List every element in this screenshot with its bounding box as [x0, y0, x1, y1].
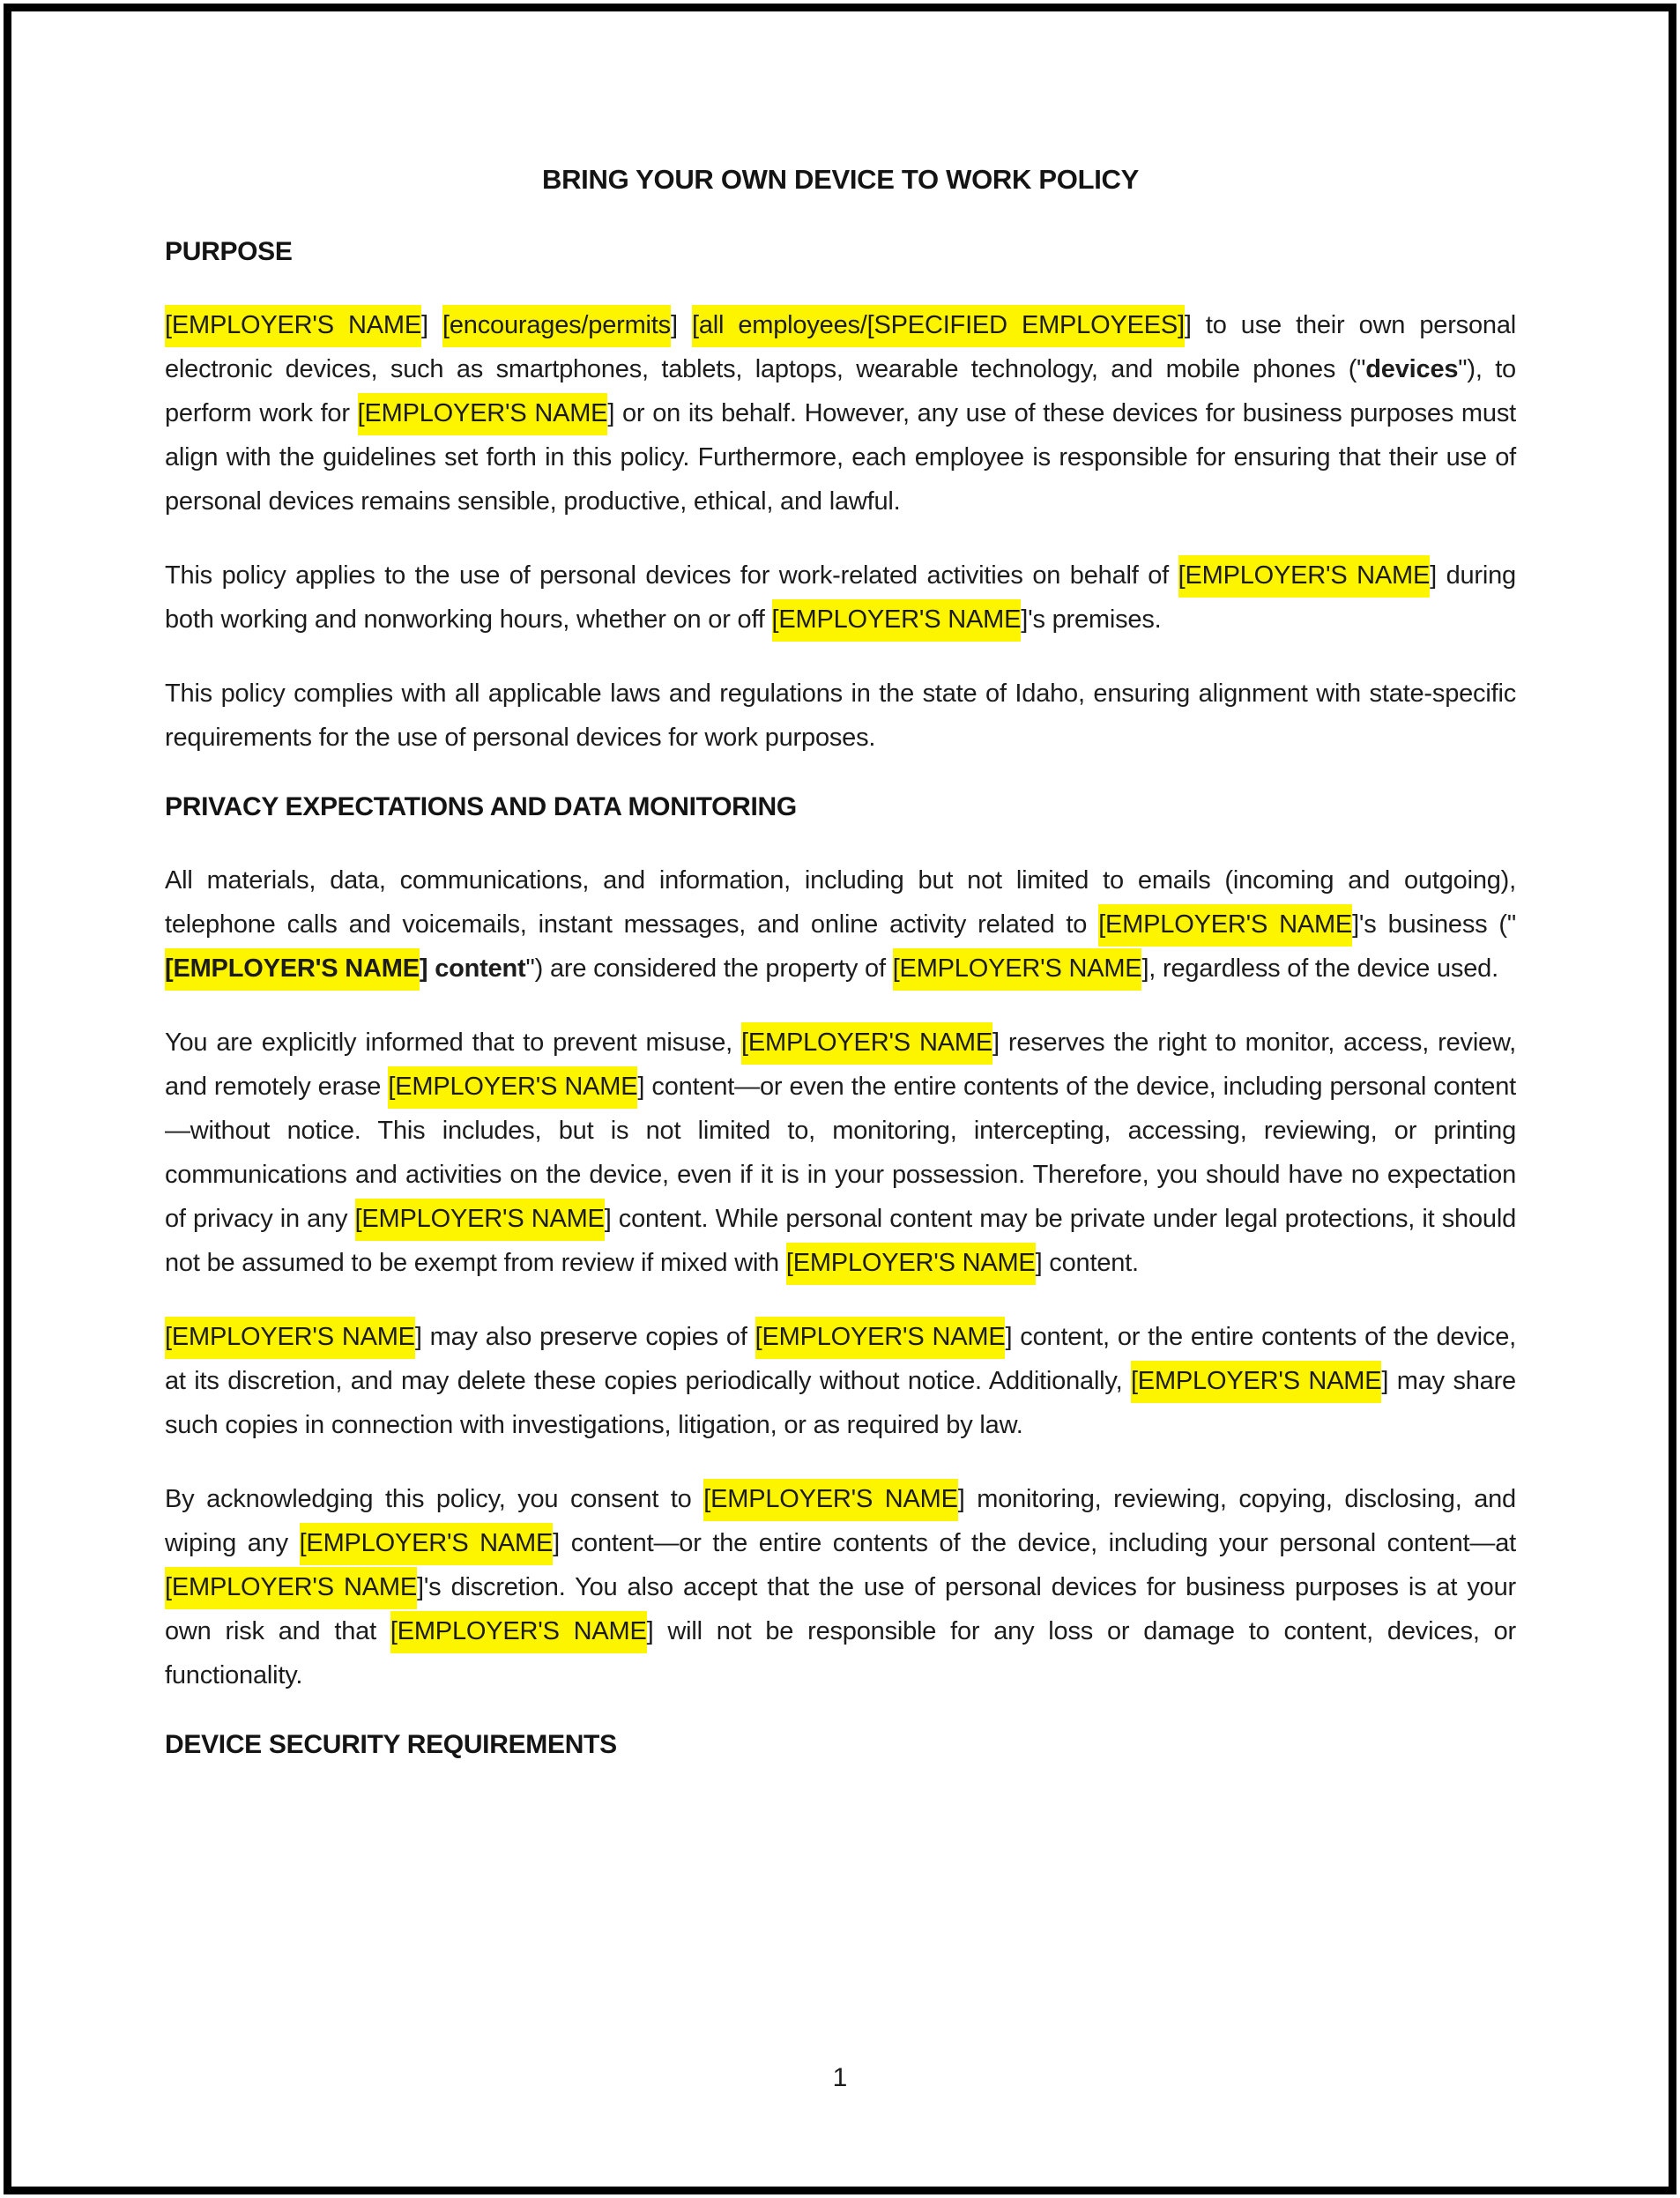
text-run: ]	[670, 311, 692, 339]
text-run: ] or on its behalf. However, any use of these devices for business purposes must align with the guidelines set forth in this policy. Furthermore, each employee is responsible for ensuring that their use of personal devices remains sensible, productive, ethical, and lawful.	[165, 399, 1516, 516]
text-run: ] monitoring, reviewing, copying, disclosing, and wiping any	[165, 1485, 1516, 1557]
placeholder-highlight: [EMPLOYER'S NAME	[165, 1317, 415, 1359]
placeholder-highlight: [EMPLOYER'S NAME	[355, 1199, 605, 1241]
text-run: You are explicitly informed that to prevent misuse,	[165, 1028, 742, 1057]
document-title: BRING YOUR OWN DEVICE TO WORK POLICY	[542, 164, 1139, 195]
policy-paragraph	[165, 303, 1516, 524]
text-run: ]'s business ("	[1352, 910, 1516, 939]
text-run: ] content.	[1035, 1249, 1139, 1277]
policy-paragraph	[165, 1477, 1516, 1697]
text-run: ] content, or the entire contents of the device, at its discretion, and may delete these copies periodically without notice. Additionally,	[165, 1323, 1516, 1395]
text-run: ] content—or the entire contents of the device, including your personal content—at	[553, 1529, 1516, 1557]
text-run: ] reserves the right to monitor, access, review, and remotely erase	[165, 1028, 1516, 1101]
placeholder-highlight: [EMPLOYER'S NAME	[741, 1022, 992, 1065]
policy-paragraph	[165, 553, 1516, 642]
placeholder-highlight: [EMPLOYER'S NAME	[893, 948, 1142, 991]
text-run: ]'s discretion. You also accept that the use of personal devices for business purposes is at your own risk and that	[165, 1573, 1516, 1645]
placeholder-highlight: [EMPLOYER'S NAME	[755, 1317, 1006, 1359]
placeholder-highlight: [EMPLOYER'S NAME	[703, 1479, 958, 1521]
text-run: This policy applies to the use of personal devices for work-related activities on behalf of	[165, 561, 1178, 590]
bold-text: devices	[1365, 355, 1459, 383]
placeholder-highlight: [EMPLOYER'S NAME	[1098, 904, 1352, 947]
document-content	[165, 0, 1516, 1796]
placeholder-highlight: [all employees/[SPECIFIED EMPLOYEES]	[692, 305, 1185, 347]
placeholder-highlight: [EMPLOYER'S NAME	[300, 1523, 554, 1565]
policy-paragraph	[165, 858, 1516, 991]
placeholder-highlight: [EMPLOYER'S NAME	[165, 1567, 417, 1609]
text-run: ] may also preserve copies of	[414, 1323, 755, 1351]
placeholder-highlight: [EMPLOYER'S NAME	[786, 1243, 1036, 1285]
document-body	[165, 234, 1516, 1763]
text-run: All materials, data, communications, and information, including but not limited to emails (incoming and outgoing), telephone calls and voicemails, instant messages, and online activity related to	[165, 866, 1516, 939]
text-run: ]	[421, 311, 443, 339]
text-run: This policy complies with all applicable laws and regulations in the state of Idaho, ensuring alignment with state-specific requirements for the use of personal devices for work purposes.	[165, 679, 1516, 752]
bold-text: ] content	[419, 954, 526, 983]
placeholder-highlight: [EMPLOYER'S NAME	[390, 1611, 647, 1653]
placeholder-highlight: [encourages/permits	[442, 305, 671, 347]
placeholder-highlight: [EMPLOYER'S NAME	[1131, 1361, 1381, 1403]
placeholder-highlight: [EMPLOYER'S NAME	[165, 948, 420, 991]
text-run: By acknowledging this policy, you consent to	[165, 1485, 704, 1513]
section-heading: PRIVACY EXPECTATIONS AND DATA MONITORING	[165, 792, 797, 821]
text-run: ] content—or even the entire contents of the device, including personal content—without notice. This includes, but is not limited to, monitoring, intercepting, accessing, reviewing, or printing communications and activities on the device, even if it is in your possession. Therefore, you should have no expectation of privacy in any	[165, 1073, 1516, 1233]
placeholder-highlight: [EMPLOYER'S NAME	[165, 305, 421, 347]
text-run: ] content. While personal content may be private under legal protections, it should not be assumed to be exempt from review if mixed with	[165, 1205, 1516, 1277]
section-heading: DEVICE SECURITY REQUIREMENTS	[165, 1730, 617, 1759]
placeholder-highlight: [EMPLOYER'S NAME	[358, 393, 608, 435]
text-run: "), to perform work for	[165, 355, 1516, 427]
placeholder-highlight: [EMPLOYER'S NAME	[1178, 555, 1431, 598]
policy-paragraph	[165, 1315, 1516, 1447]
text-run: ") are considered the property of	[525, 954, 893, 983]
text-run: ], regardless of the device used.	[1141, 954, 1498, 983]
page-number: 1	[832, 2063, 848, 2092]
text-run: ]'s premises.	[1021, 605, 1162, 634]
placeholder-highlight: [EMPLOYER'S NAME	[388, 1066, 637, 1109]
text-run: ] during both working and nonworking hours, whether on or off	[165, 561, 1516, 634]
text-run: ] to use their own personal electronic devices, such as smartphones, tablets, laptops, wearable technology, and mobile phones ("	[165, 311, 1517, 383]
section-heading: PURPOSE	[165, 237, 293, 266]
policy-paragraph	[165, 1021, 1516, 1285]
placeholder-highlight: [EMPLOYER'S NAME	[772, 599, 1022, 642]
text-run: ] may share such copies in connection with investigations, litigation, or as required by law.	[165, 1367, 1516, 1439]
text-run: ] will not be responsible for any loss or damage to content, devices, or functionality.	[165, 1617, 1516, 1689]
policy-paragraph	[165, 672, 1516, 760]
